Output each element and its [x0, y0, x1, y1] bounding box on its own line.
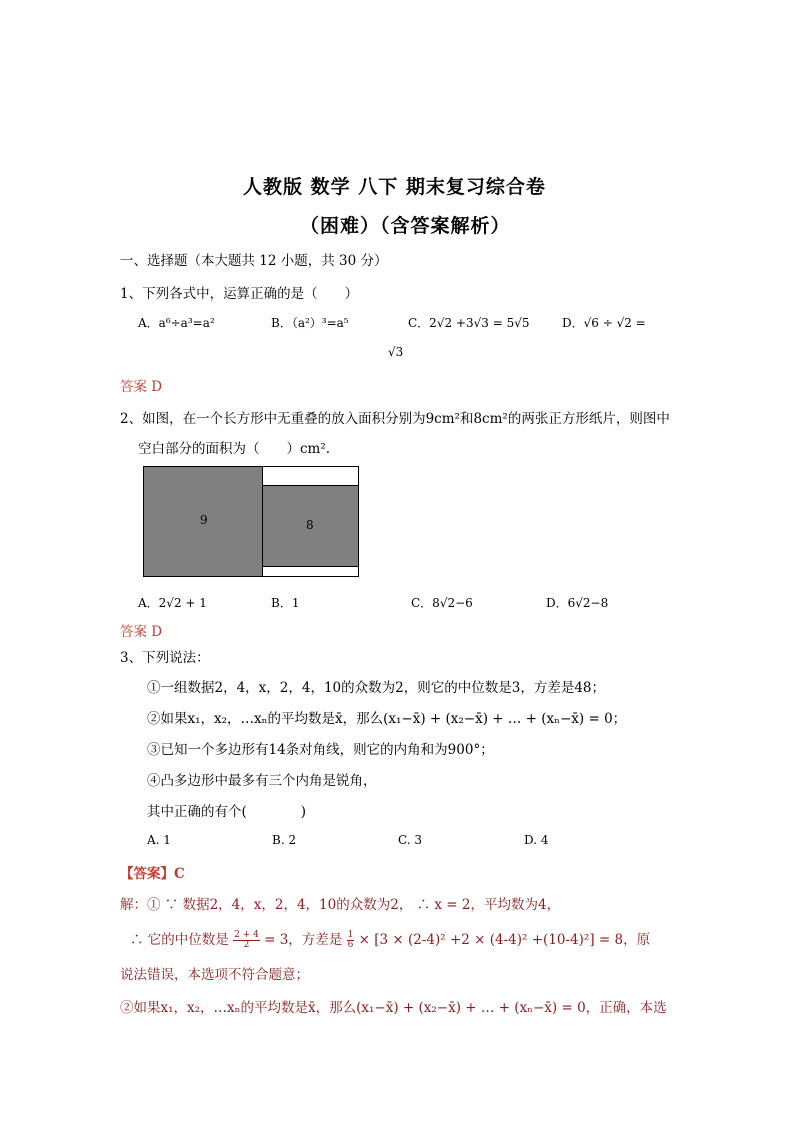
q1-option-b: B．（a²）³=a⁵: [271, 316, 349, 330]
q1-option-d: D．√6 ÷ √2 =: [562, 316, 646, 330]
q3-solution-line2: [130, 928, 650, 950]
median-fraction: [233, 931, 260, 950]
median-fraction-denominator: 2: [243, 940, 250, 950]
q2-option-a: A．2√2 + 1: [138, 596, 207, 610]
q3-answer: 【答案】C: [120, 866, 185, 882]
q3-solution-line2-b: = 3，方差是: [264, 932, 343, 948]
median-fraction-numerator: 2 + 4: [234, 930, 259, 940]
q1-option-c: C．2√2 +3√3 = 5√5: [408, 316, 530, 330]
q1-answer: 答案 D: [120, 379, 163, 395]
q3-statement-3: ③已知一个多边形有14条对角线，则它的内角和为900°；: [147, 742, 494, 758]
q3-option-c: C. 3: [398, 833, 423, 847]
section-heading: 一、选择题（本大题共 12 小题，共 30 分）: [120, 253, 388, 269]
q2-figure-label-9: 9: [200, 513, 208, 527]
q3-solution-line1: 解：① ∵ 数据2，4，x，2，4，10的众数为2， ∴ x = 2，平均数为4，: [120, 897, 561, 913]
q3-statement-4: ④凸多边形中最多有三个内角是锐角，: [147, 773, 377, 789]
q2-figure-square-9: [144, 467, 263, 576]
variance-fraction-numerator: 1: [347, 930, 354, 940]
q3-option-d: D. 4: [524, 833, 549, 847]
q3-solution-line2-a: ∴ 它的中位数是: [130, 932, 229, 948]
q1-option-d-cont: √3: [388, 345, 404, 359]
q2-figure-square-8: [263, 485, 358, 567]
q1-stem: 1、下列各式中，运算正确的是（ ）: [120, 286, 359, 302]
page-subtitle: （困难）（含答案解析）: [300, 215, 511, 237]
q2-stem-line2: 空白部分的面积为（ ）cm².: [138, 441, 331, 457]
q1-option-a: A．a⁶÷a³=a²: [138, 316, 215, 330]
q2-option-b: B．1: [271, 596, 300, 610]
q2-option-c: C．8√2−6: [411, 596, 473, 610]
q2-answer: 答案 D: [120, 624, 163, 640]
q3-question: 其中正确的有个( ): [147, 804, 307, 820]
q2-stem-line1: 2、如图，在一个长方形中无重叠的放入面积分别为9cm²和8cm²的两张正方形纸片，则图中: [120, 411, 670, 427]
q2-figure-rectangle: [143, 466, 359, 577]
variance-fraction: [347, 931, 355, 950]
q2-figure-label-8: 8: [306, 518, 314, 532]
q3-option-b: B. 2: [272, 833, 297, 847]
q3-stem: 3、下列说法：: [120, 650, 210, 666]
q3-statement-1: ①一组数据2，4，x，2，4，10的众数为2，则它的中位数是3，方差是48；: [147, 680, 606, 696]
q3-solution-line4: ②如果x₁，x₂，…xₙ的平均数是x̄，那么(x₁−x̄) + (x₂−x̄) + … + (xₙ−x̄) = 0，正确，本选: [120, 1000, 667, 1016]
q2-option-d: D．6√2−8: [546, 596, 609, 610]
variance-fraction-denominator: 6: [347, 940, 354, 950]
q3-solution-line2-c: × [3 × (2-4)² +2 × (4-4)² +(10-4)²] = 8，原: [358, 932, 651, 948]
page-title: 人教版 数学 八下 期末复习综合卷: [243, 176, 546, 198]
q3-statement-2: ②如果x₁，x₂，…xₙ的平均数是x̄，那么(x₁−x̄) + (x₂−x̄) + … + (xₙ−x̄) = 0；: [147, 711, 627, 727]
q3-option-a: A. 1: [147, 833, 171, 847]
q3-solution-line3: 说法错误，本选项不符合题意；: [120, 967, 309, 983]
